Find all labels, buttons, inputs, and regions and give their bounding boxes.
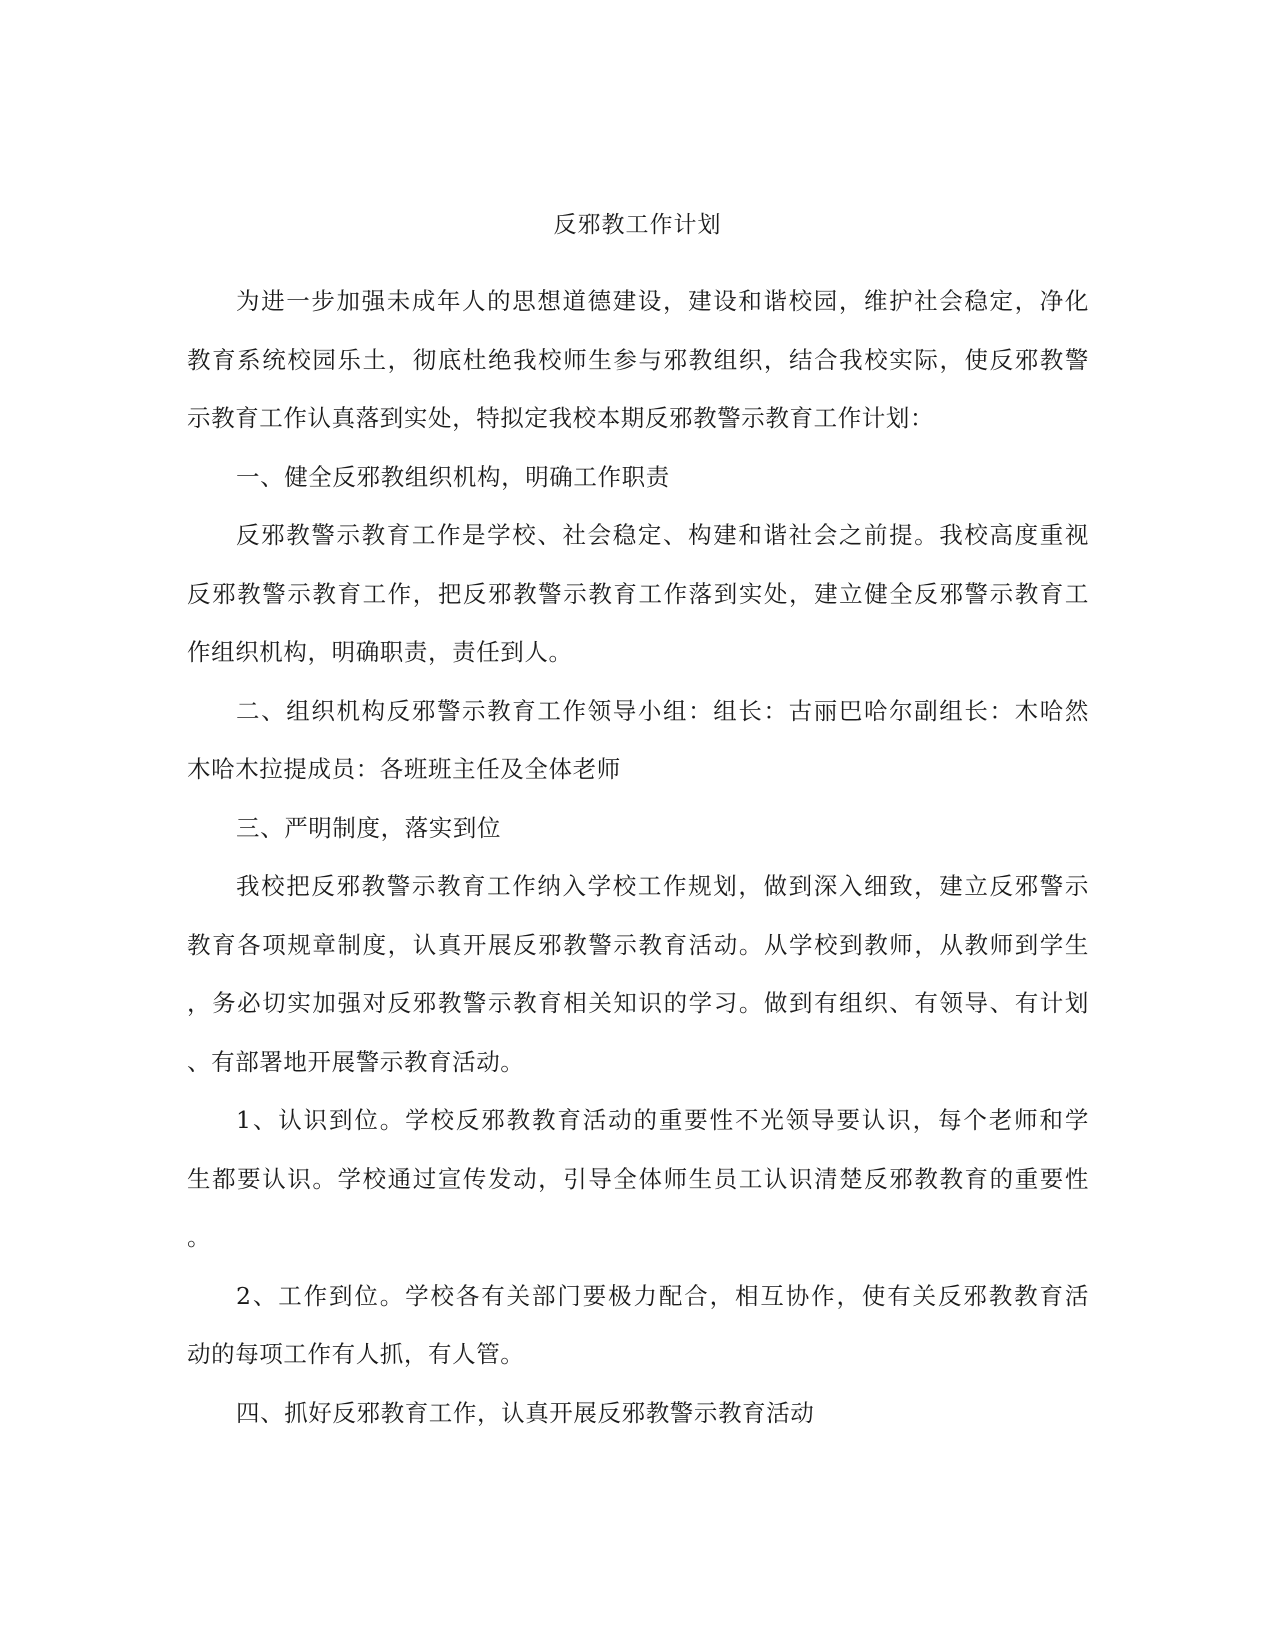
- text-line: 教育系统校园乐土，彻底杜绝我校师生参与邪教组织，结合我校实际，使反邪教警: [187, 345, 1089, 374]
- text-line: 为进一步加强未成年人的思想道德建设，建设和谐校园，维护社会稳定，净化: [236, 287, 1089, 315]
- text-line: 教育各项规章制度，认真开展反邪教警示教育活动。从学校到教师，从教师到学生: [187, 930, 1089, 959]
- text-line: 我校把反邪教警示教育工作纳入学校工作规划，做到深入细致，建立反邪警示: [236, 872, 1089, 900]
- document-body: [187, 272, 1089, 1442]
- text-line: 2、工作到位。学校各有关部门要极力配合，相互协作，使有关反邪教教育活: [236, 1281, 1089, 1310]
- text-line: 二、组织机构反邪警示教育工作领导小组：组长：古丽巴哈尔副组长：木哈然: [236, 696, 1089, 725]
- text-line: 反邪教警示教育工作，把反邪教警示教育工作落到实处，建立健全反邪警示教育工: [187, 579, 1089, 608]
- page-title: 反邪教工作计划: [553, 212, 722, 238]
- text-line: 、有部署地开展警示教育活动。: [187, 1047, 525, 1076]
- text-line: 一、健全反邪教组织机构，明确工作职责: [236, 462, 670, 491]
- text-line: 木哈木拉提成员：各班班主任及全体老师: [187, 755, 621, 783]
- text-line: 作组织机构，明确职责，责任到人。: [187, 638, 573, 666]
- text-line: ，务必切实加强对反邪教警示教育相关知识的学习。做到有组织、有领导、有计划: [187, 989, 1089, 1017]
- text-line: 。: [187, 1223, 212, 1251]
- text-line: 生都要认识。学校通过宣传发动，引导全体师生员工认识清楚反邪教教育的重要性: [187, 1164, 1089, 1193]
- text-line: 四、抓好反邪教育工作，认真开展反邪教警示教育活动: [236, 1398, 815, 1427]
- text-line: 动的每项工作有人抓，有人管。: [187, 1340, 525, 1368]
- text-line: 反邪教警示教育工作是学校、社会稳定、构建和谐社会之前提。我校高度重视: [236, 521, 1089, 549]
- text-line: 三、严明制度，落实到位: [236, 813, 502, 842]
- text-line: 1、认识到位。学校反邪教教育活动的重要性不光领导要认识，每个老师和学: [236, 1106, 1089, 1134]
- text-line: 示教育工作认真落到实处，特拟定我校本期反邪教警示教育工作计划：: [187, 404, 935, 432]
